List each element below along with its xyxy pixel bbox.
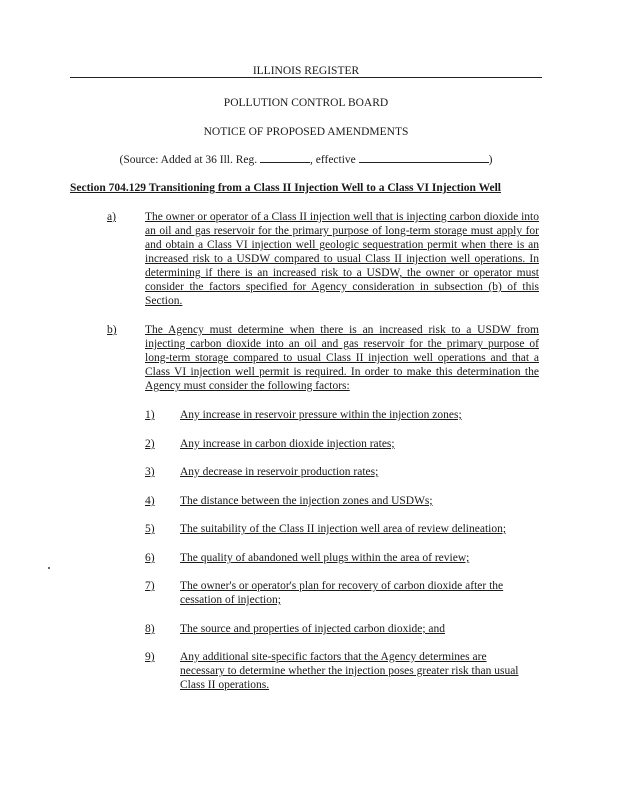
board-name: POLLUTION CONTROL BOARD — [223, 97, 389, 109]
factor-text: Any additional site-specific factors that the Agency determines are necessary to determine whether the injection poses greater risk than usual Class II operations. — [180, 651, 519, 691]
factor-number: 1) — [145, 409, 155, 421]
register-title: ILLINOIS REGISTER — [252, 65, 360, 77]
section-heading: Section 704.129 Transitioning from a Class II Injection Well to a Class VI Injection Well — [70, 182, 501, 194]
factor-number: 6) — [145, 552, 155, 564]
factor-text: The owner's or operator's plan for recovery of carbon dioxide after the cessation of injection; — [180, 580, 504, 606]
factor-text: Any increase in reservoir pressure within the injection zones; — [180, 409, 462, 421]
subsection-label: b) — [107, 324, 117, 336]
subsection-text: The Agency must determine when there is an increased risk to a USDW from injecting carbon dioxide into an oil and gas reservoir for the primary purpose of long-term storage compared to usual Class II injection well operations and that a Class VI injection well permit is required. In order to make this determination the Agency must consider the following factors: — [145, 324, 539, 392]
factor-text: The source and properties of injected carbon dioxide; and — [180, 623, 446, 635]
header-rule — [70, 77, 542, 78]
effective-date-blank — [359, 152, 489, 163]
source-middle: , effective — [310, 154, 359, 166]
scan-speck — [48, 567, 50, 569]
factor-number: 9) — [145, 651, 155, 663]
factor-number: 5) — [145, 523, 155, 535]
factor-number: 8) — [145, 623, 155, 635]
source-note — [70, 152, 542, 167]
notice-title: NOTICE OF PROPOSED AMENDMENTS — [203, 126, 409, 138]
factor-number: 7) — [145, 580, 155, 592]
factor-number: 3) — [145, 466, 155, 478]
factor-number: 4) — [145, 495, 155, 507]
factor-text: The suitability of the Class II injection well area of review delineation; — [180, 523, 507, 535]
factor-text: Any increase in carbon dioxide injection rates; — [180, 438, 395, 450]
subsection-text: The owner or operator of a Class II injection well that is injecting carbon dioxide into an oil and gas reservoir for the primary purpose of long-term storage must apply for and obtain a Class VI injection well geologic sequestration permit when there is an increased risk to a USDW compared to usual Class II injection well operations. In determining if there is an increased risk to a USDW, the owner or operator must consider the factors specified for Agency consideration in subsection (b) of this Section. — [145, 211, 539, 307]
factor-text: The quality of abandoned well plugs within the area of review; — [180, 552, 470, 564]
source-suffix: ) — [488, 154, 493, 166]
source-prefix: (Source: Added at 36 Ill. Reg. — [119, 154, 261, 166]
subsection-label: a) — [107, 211, 116, 223]
factor-number: 2) — [145, 438, 155, 450]
factor-text: Any decrease in reservoir production rates; — [180, 466, 379, 478]
register-page-blank — [260, 152, 310, 163]
factor-text: The distance between the injection zones and USDWs; — [180, 495, 433, 507]
